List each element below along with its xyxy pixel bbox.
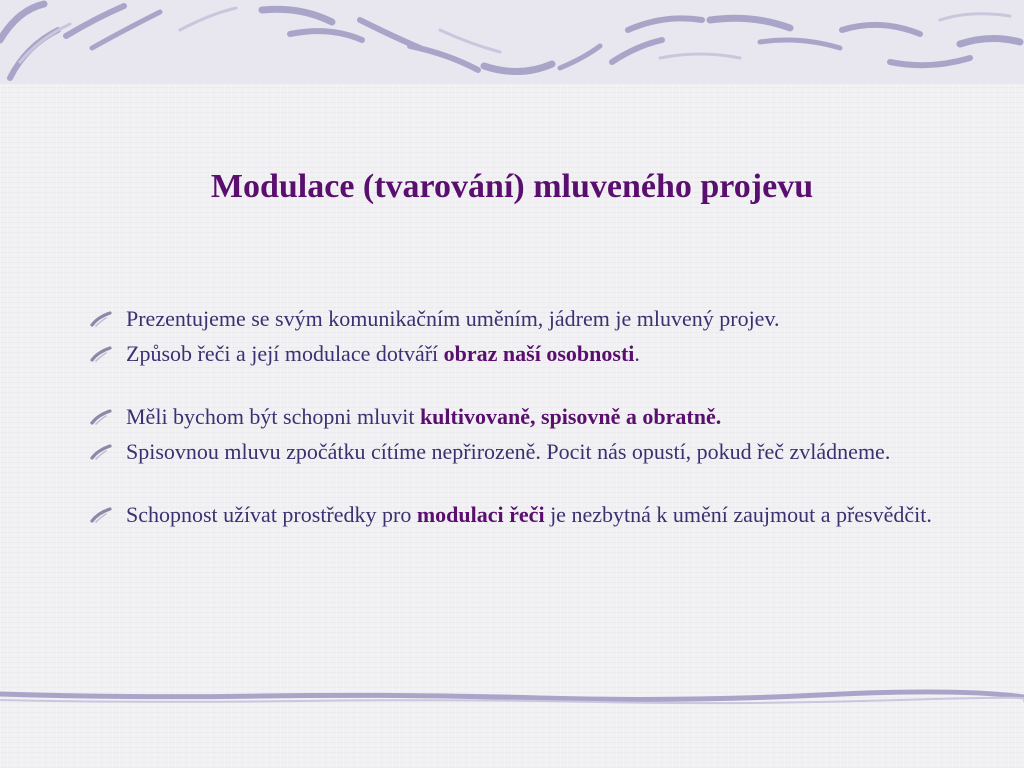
- bullet-item-1: [84, 303, 944, 334]
- bullet-list: [84, 303, 944, 530]
- bullet-item-2: [84, 338, 944, 369]
- bullet-text: Způsob řeči a její modulace dotváří: [126, 341, 444, 366]
- bullet-text: Spisovnou mluvu zpočátku cítíme nepřirozeně. Pocit nás opustí, pokud řeč zvládneme.: [126, 439, 891, 464]
- brush-stroke-icon: [90, 409, 112, 425]
- bullet-item-4: [84, 436, 944, 467]
- brush-stroke-icon: [90, 346, 112, 362]
- brush-stroke-icon: [90, 311, 112, 327]
- bullet-text-after: .: [634, 341, 640, 366]
- bullet-text: Měli bychom být schopni mluvit: [126, 404, 420, 429]
- bullet-item-3: [84, 401, 944, 432]
- bullet-emphasis: obraz naší osobnosti: [443, 341, 635, 366]
- bullet-text: Schopnost užívat prostředky pro: [126, 502, 417, 527]
- bullet-text-after: je nezbytná k umění zaujmout a přesvědčit.: [544, 502, 932, 527]
- bullet-emphasis: modulaci řeči: [416, 502, 545, 527]
- footer-decoration: [0, 686, 1024, 710]
- header-decoration: [0, 0, 1024, 84]
- brush-stroke-icon: [90, 444, 112, 460]
- brush-stroke-icon: [90, 507, 112, 523]
- bullet-text: Prezentujeme se svým komunikačním uměním, jádrem je mluvený projev.: [126, 306, 780, 331]
- bullet-item-5: [84, 499, 944, 530]
- slide-title: Modulace (tvarování) mluveného projevu: [210, 168, 814, 205]
- bullet-emphasis: kultivovaně, spisovně a obratně.: [419, 404, 722, 429]
